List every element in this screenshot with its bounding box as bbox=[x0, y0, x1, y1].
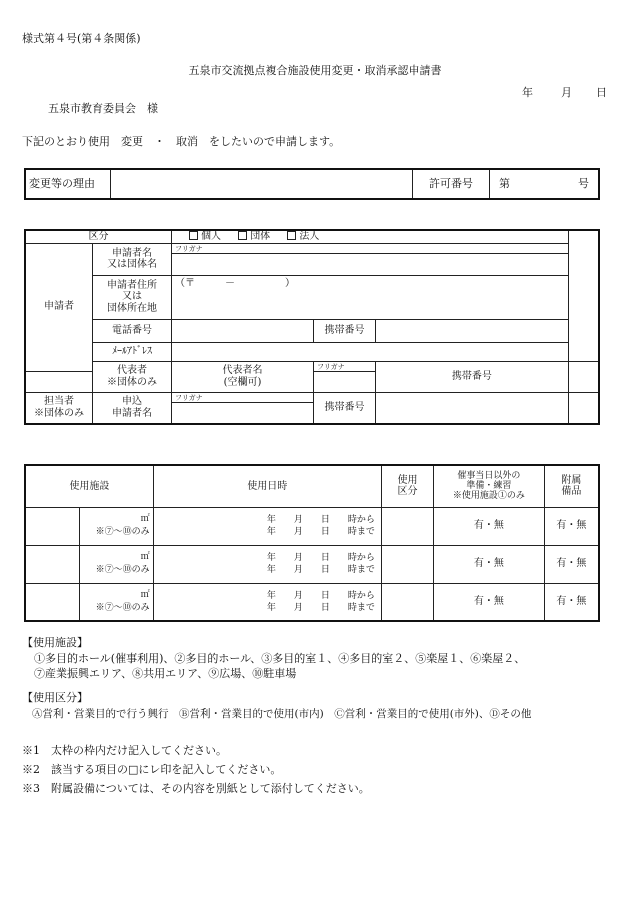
category-line-1: Ⓐ営利・営業目的で行う興行 Ⓑ営利・営業目的で使用(市内) Ⓒ営利・営業目的で使用(市外)、Ⓓその他 bbox=[32, 708, 532, 720]
header-equipment: 附属 備品 bbox=[544, 465, 599, 507]
header-datetime: 使用日時 bbox=[153, 465, 381, 507]
representative-mobile-field[interactable] bbox=[568, 361, 599, 392]
datetime-field[interactable]: 年 月 日 時から 年 月 日 時まで bbox=[153, 583, 381, 621]
permit-label: 許可番号 bbox=[413, 169, 490, 199]
contact-name-field[interactable] bbox=[172, 402, 314, 424]
prep-field[interactable]: 有・無 bbox=[434, 583, 545, 621]
date-year: 年 bbox=[522, 86, 533, 99]
applicant-address-field[interactable]: （〒 － ） bbox=[172, 275, 569, 319]
applicant-furigana[interactable]: フリガナ bbox=[172, 243, 569, 253]
mobile-label: 携帯番号 bbox=[314, 319, 376, 342]
equipment-field[interactable]: 有・無 bbox=[544, 545, 599, 583]
table-row bbox=[25, 583, 599, 621]
form-number: 様式第４号(第４条関係) bbox=[22, 32, 141, 45]
permit-number-field[interactable] bbox=[490, 169, 600, 199]
area-field[interactable]: ㎡ ※⑦～⑩のみ bbox=[80, 545, 153, 583]
applicant-name-label: 申請者名 又は団体名 bbox=[93, 243, 172, 275]
table-row bbox=[25, 507, 599, 545]
mobile-field[interactable] bbox=[376, 319, 569, 342]
checkbox-group[interactable]: 団体 bbox=[238, 231, 270, 242]
email-label: ﾒｰﾙｱﾄﾞﾚｽ bbox=[93, 342, 172, 361]
category-label: 区分 bbox=[25, 230, 172, 243]
addressee: 五泉市教育委員会 様 bbox=[48, 102, 158, 115]
page-title: 五泉市交流拠点複合施設使用変更・取消承認申請書 bbox=[188, 64, 442, 77]
note-1: ※1 太枠の枠内だけ記入してください。 bbox=[22, 744, 227, 757]
representative-mobile-label: 携帯番号 bbox=[376, 361, 569, 392]
date-month: 月 bbox=[561, 86, 572, 99]
checkbox-corporation[interactable]: 法人 bbox=[287, 231, 319, 242]
facility-number-field[interactable] bbox=[25, 545, 80, 583]
category-field[interactable] bbox=[381, 545, 433, 583]
prep-field[interactable]: 有・無 bbox=[434, 545, 545, 583]
facility-heading: 【使用施設】 bbox=[22, 636, 88, 649]
checkbox-individual[interactable]: 個人 bbox=[189, 231, 221, 242]
applicant-label: 申請者 bbox=[25, 243, 93, 371]
representative-name-label: 代表者名 (空欄可) bbox=[172, 361, 314, 392]
applicant-address-label: 申請者住所 又は 団体所在地 bbox=[93, 275, 172, 319]
category-field[interactable] bbox=[381, 507, 433, 545]
representative-furigana[interactable]: フリガナ bbox=[314, 361, 376, 371]
datetime-field[interactable]: 年 月 日 時から 年 月 日 時まで bbox=[153, 545, 381, 583]
representative-name-field[interactable] bbox=[25, 371, 93, 392]
header-category: 使用 区分 bbox=[381, 465, 433, 507]
facility-line-2: ⑦産業振興エリア、⑧共用エリア、⑨広場、⑩駐車場 bbox=[34, 667, 297, 680]
contact-name-label: 申込 申請者名 bbox=[93, 392, 172, 424]
category-heading: 【使用区分】 bbox=[22, 691, 88, 704]
category-field[interactable] bbox=[381, 583, 433, 621]
applicant-name-field[interactable] bbox=[172, 253, 569, 275]
equipment-field[interactable]: 有・無 bbox=[544, 583, 599, 621]
intro-text: 下記のとおり使用 変更 ・ 取消 をしたいので申請します。 bbox=[22, 135, 341, 148]
area-field[interactable]: ㎡ ※⑦～⑩のみ bbox=[80, 583, 153, 621]
representative-label: 代表者 ※団体のみ bbox=[93, 361, 172, 392]
datetime-field[interactable]: 年 月 日 時から 年 月 日 時まで bbox=[153, 507, 381, 545]
equipment-field[interactable]: 有・無 bbox=[544, 507, 599, 545]
date-day: 日 bbox=[596, 86, 607, 99]
facility-line-1: ①多目的ホール(催事利用)、②多目的ホール、③多目的室１、④多目的室２、⑤楽屋１、⑥楽屋２、 bbox=[34, 652, 526, 665]
area-field[interactable]: ㎡ ※⑦～⑩のみ bbox=[80, 507, 153, 545]
note-2: ※2 該当する項目の□にレ印を記入してください。 bbox=[22, 763, 282, 776]
contact-mobile-field[interactable] bbox=[376, 392, 569, 424]
email-field[interactable] bbox=[172, 342, 569, 361]
reason-label: 変更等の理由 bbox=[25, 169, 111, 199]
facility-number-field[interactable] bbox=[25, 507, 80, 545]
permit-prefix: 第 bbox=[499, 176, 510, 190]
note-3: ※3 附属設備については、その内容を別紙として添付してください。 bbox=[22, 782, 370, 795]
header-facility: 使用施設 bbox=[25, 465, 153, 507]
category-options bbox=[172, 230, 569, 243]
header-prep: 催事当日以外の 準備・練習 ※使用施設①のみ bbox=[434, 465, 545, 507]
table-row bbox=[25, 545, 599, 583]
contact-label: 担当者 ※団体のみ bbox=[25, 392, 93, 424]
reason-field[interactable] bbox=[111, 169, 413, 199]
phone-label: 電話番号 bbox=[93, 319, 172, 342]
permit-suffix: 号 bbox=[578, 176, 589, 190]
phone-field[interactable] bbox=[172, 319, 314, 342]
facility-number-field[interactable] bbox=[25, 583, 80, 621]
usage-table bbox=[24, 464, 600, 622]
prep-field[interactable]: 有・無 bbox=[434, 507, 545, 545]
contact-furigana[interactable]: フリガナ bbox=[172, 392, 314, 402]
applicant-table bbox=[24, 229, 600, 425]
reason-table bbox=[24, 168, 600, 200]
contact-mobile-label: 携帯番号 bbox=[314, 392, 376, 424]
